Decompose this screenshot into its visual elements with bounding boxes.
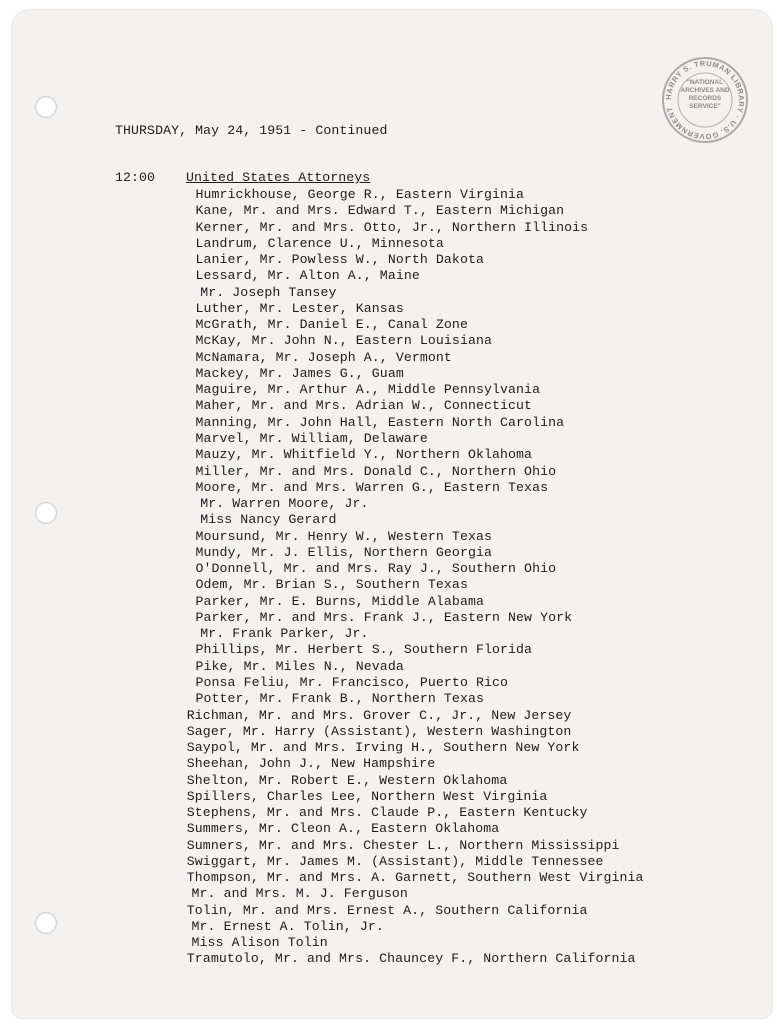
document-page: [12, 10, 772, 1018]
attendee-entry: Saypol, Mr. and Mrs. Irving H., Southern New York: [186, 740, 580, 756]
attendee-entry: Parker, Mr. E. Burns, Middle Alabama: [195, 593, 484, 609]
attendee-entry: Phillips, Mr. Herbert S., Southern Florida: [195, 642, 533, 658]
attendee-entry: Kerner, Mr. and Mrs. Otto, Jr., Northern Illinois: [195, 219, 589, 235]
attendee-entry: McKay, Mr. John N., Eastern Louisiana: [195, 333, 492, 349]
attendee-entry: Tramutolo, Mr. and Mrs. Chauncey F., Northern California: [186, 951, 636, 967]
attendee-entry: Mackey, Mr. James G., Guam: [195, 365, 404, 381]
binder-hole: [35, 912, 57, 934]
attendee-entry: Sager, Mr. Harry (Assistant), Western Washington: [186, 723, 572, 739]
attendee-entry: Humrickhouse, George R., Eastern Virginia: [195, 187, 525, 202]
attendee-entry: Mr. Warren Moore, Jr.: [200, 496, 369, 512]
attendee-entry: Lessard, Mr. Alton A., Maine: [195, 268, 420, 284]
attendee-entry: Luther, Mr. Lester, Kansas: [195, 300, 404, 316]
attendee-entry: Summers, Mr. Cleon A., Eastern Oklahoma: [186, 821, 500, 837]
attendee-entry: Mundy, Mr. J. Ellis, Northern Georgia: [195, 544, 492, 560]
attendee-entry: Manning, Mr. John Hall, Eastern North Carolina: [195, 414, 565, 430]
attendee-entry: McNamara, Mr. Joseph A., Vermont: [195, 349, 452, 365]
attendee-entry: Parker, Mr. and Mrs. Frank J., Eastern New York: [195, 609, 573, 625]
section-title: United States Attorneys: [186, 170, 371, 185]
attendee-entry: Sumners, Mr. and Mrs. Chester L., Northern Mississippi: [186, 837, 620, 853]
stamp-ring-text: HARRY S. TRUMAN LIBRARY · U.S. GOVERNMENT: [663, 58, 747, 142]
attendee-entry: Tolin, Mr. and Mrs. Ernest A., Southern California: [186, 902, 588, 918]
attendee-entry: Pike, Mr. Miles N., Nevada: [195, 658, 404, 674]
attendee-entry: O'Donnell, Mr. and Mrs. Ray J., Southern Ohio: [195, 561, 557, 577]
stamp-center-line: "NATIONAL: [686, 79, 724, 86]
attendee-entry: Ponsa Feliu, Mr. Francisco, Puerto Rico: [195, 674, 509, 690]
stamp-center-line: RECORDS: [688, 95, 722, 102]
stamp-center-line: SERVICE": [689, 103, 721, 110]
attendee-entry: Potter, Mr. Frank B., Northern Texas: [195, 691, 484, 707]
attendee-list: [186, 187, 644, 968]
page-header: THURSDAY, May 24, 1951 - Continued: [115, 123, 388, 138]
archive-stamp: [662, 57, 748, 143]
schedule-time: 12:00: [115, 170, 156, 185]
attendee-entry: Spillers, Charles Lee, Northern West Virginia: [186, 788, 548, 804]
attendee-entry: McGrath, Mr. Daniel E., Canal Zone: [195, 317, 468, 333]
stamp-center-text: [674, 79, 736, 111]
binder-hole: [35, 502, 57, 524]
attendee-entry: Sheehan, John J., New Hampshire: [186, 756, 436, 772]
attendee-entry: Thompson, Mr. and Mrs. A. Garnett, Southern West Virginia: [186, 870, 644, 886]
attendee-entry: Miller, Mr. and Mrs. Donald C., Northern Ohio: [195, 463, 557, 479]
attendee-entry: Mr. Joseph Tansey: [200, 284, 337, 300]
binder-hole: [35, 96, 57, 118]
attendee-entry: Mr. Frank Parker, Jr.: [200, 626, 369, 642]
attendee-entry: Moursund, Mr. Henry W., Western Texas: [195, 528, 492, 544]
attendee-entry: Miss Nancy Gerard: [200, 512, 337, 528]
attendee-entry: Mr. Ernest A. Tolin, Jr.: [191, 918, 384, 934]
attendee-entry: Swiggart, Mr. James M. (Assistant), Middle Tennessee: [186, 853, 604, 869]
attendee-entry: Shelton, Mr. Robert E., Western Oklahoma: [186, 772, 508, 788]
attendee-entry: Kane, Mr. and Mrs. Edward T., Eastern Michigan: [195, 203, 565, 219]
attendee-entry: Mr. and Mrs. M. J. Ferguson: [191, 886, 408, 902]
attendee-entry: Maher, Mr. and Mrs. Adrian W., Connecticut: [195, 398, 533, 414]
attendee-entry: Marvel, Mr. William, Delaware: [195, 430, 428, 446]
attendee-entry: Miss Alison Tolin: [191, 935, 328, 951]
attendee-entry: Mauzy, Mr. Whitfield Y., Northern Oklahoma: [195, 447, 533, 463]
stamp-center-line: ARCHIVES AND: [680, 87, 730, 94]
attendee-entry: Maguire, Mr. Arthur A., Middle Pennsylvania: [195, 382, 541, 398]
attendee-entry: Stephens, Mr. and Mrs. Claude P., Eastern Kentucky: [186, 805, 588, 821]
attendee-entry: Landrum, Clarence U., Minnesota: [195, 235, 444, 251]
attendee-entry: Moore, Mr. and Mrs. Warren G., Eastern Texas: [195, 479, 549, 495]
attendee-entry: Odem, Mr. Brian S., Southern Texas: [195, 577, 468, 593]
attendee-entry: Richman, Mr. and Mrs. Grover C., Jr., New Jersey: [186, 707, 572, 723]
attendee-entry: Lanier, Mr. Powless W., North Dakota: [195, 252, 484, 268]
